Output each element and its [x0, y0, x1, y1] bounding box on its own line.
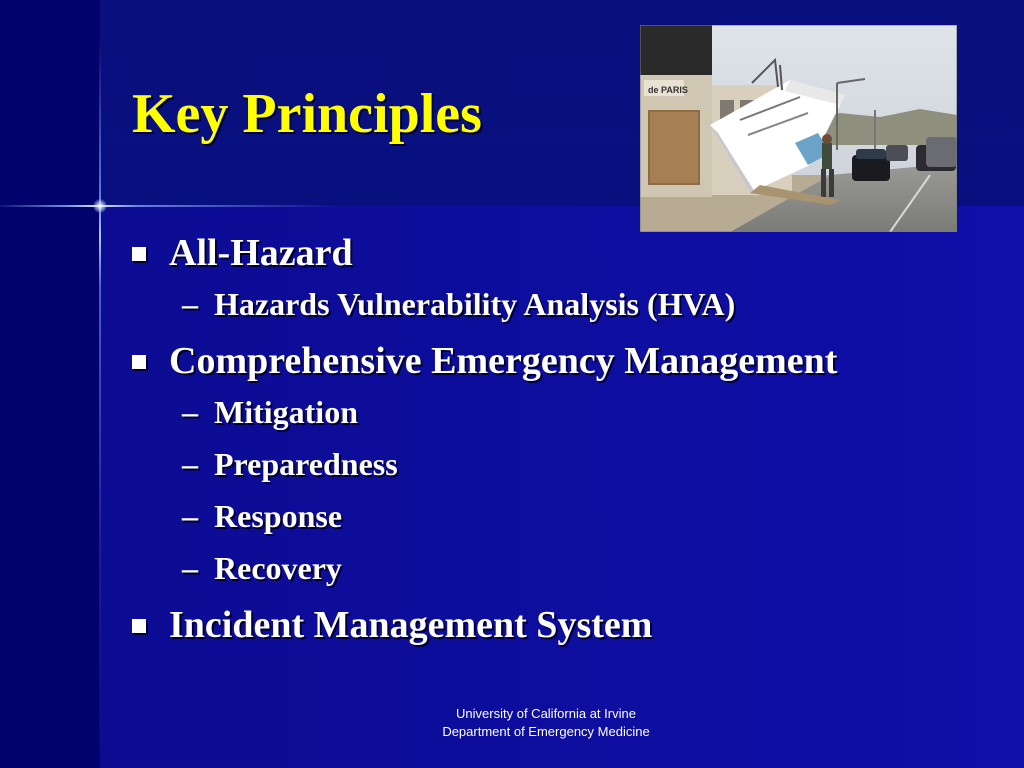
sub-bullet-text: Preparedness: [214, 446, 398, 482]
sub-bullet-item: [132, 490, 1012, 542]
bullet-item: [132, 336, 1012, 386]
footer-institution: University of California at Irvine: [456, 706, 636, 721]
sub-bullet-item: [132, 438, 1012, 490]
sub-bullet-text: Hazards Vulnerability Analysis (HVA): [214, 286, 736, 322]
bullet-square-icon: [132, 355, 146, 369]
dash-marker: –: [182, 446, 198, 482]
hurricane-damage-photo: [640, 25, 957, 232]
sub-bullet-text: Recovery: [214, 550, 342, 586]
footer-department: Department of Emergency Medicine: [442, 724, 650, 739]
light-flare-star: [93, 199, 107, 213]
bullet-text: Comprehensive Emergency Management: [169, 340, 838, 382]
slide-footer: [396, 705, 696, 741]
sub-bullet-item: [132, 278, 1012, 330]
bullet-square-icon: [132, 619, 146, 633]
bullet-text: All-Hazard: [169, 232, 353, 274]
vertical-flare-line: [99, 40, 101, 768]
dash-marker: –: [182, 286, 198, 322]
slide-title: Key Principles: [132, 83, 482, 145]
sub-bullet-item: [132, 386, 1012, 438]
horizontal-flare-line: [0, 205, 340, 207]
bullet-square-icon: [132, 247, 146, 261]
dash-marker: –: [182, 394, 198, 430]
sub-bullet-text: Response: [214, 498, 343, 534]
sub-bullet-item: [132, 542, 1012, 594]
left-background-band: [0, 0, 100, 768]
dash-marker: –: [182, 550, 198, 586]
bullet-item: [132, 228, 1012, 278]
bullet-text: Incident Management System: [169, 604, 653, 646]
dash-marker: –: [182, 498, 198, 534]
photo-sign-text: de PARIS: [648, 85, 688, 95]
sub-bullet-text: Mitigation: [214, 394, 358, 430]
bullet-list: [132, 228, 1012, 650]
bullet-item: [132, 600, 1012, 650]
